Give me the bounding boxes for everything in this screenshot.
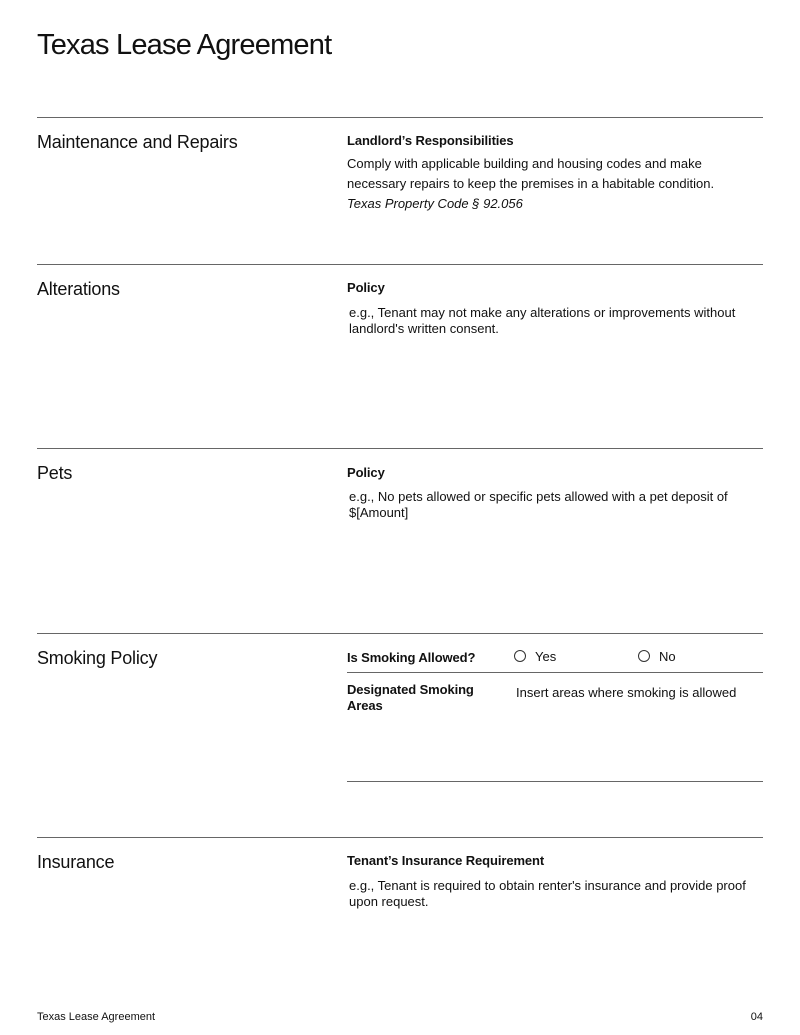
designated-areas-field[interactable]: Insert areas where smoking is allowed bbox=[516, 685, 737, 700]
divider bbox=[37, 633, 763, 634]
alterations-policy-field[interactable]: e.g., Tenant may not make any alterations or improvements without landlord's written consent. bbox=[349, 305, 736, 336]
alterations-policy-label: Policy bbox=[347, 280, 385, 295]
divider bbox=[37, 264, 763, 265]
radio-circle-icon[interactable] bbox=[638, 650, 650, 662]
maintenance-text-line: necessary repairs to keep the premises in a habitable condition. bbox=[347, 176, 715, 191]
divider bbox=[347, 672, 763, 673]
divider bbox=[347, 781, 763, 782]
pets-policy-field[interactable]: e.g., No pets allowed or specific pets allowed with a pet deposit of $[Amount] bbox=[349, 489, 728, 520]
section-title-alterations: Alterations bbox=[37, 279, 120, 299]
divider bbox=[37, 117, 763, 118]
maintenance-text bbox=[347, 154, 747, 214]
designated-areas-label: Designated Smoking Areas bbox=[347, 682, 474, 713]
page-number: 04 bbox=[750, 1011, 763, 1023]
page-title: Texas Lease Agreement bbox=[37, 29, 332, 61]
insurance-requirement-label: Tenant’s Insurance Requirement bbox=[347, 853, 545, 868]
radio-circle-icon[interactable] bbox=[514, 650, 526, 662]
maintenance-text-line: Comply with applicable building and housing codes and make bbox=[347, 156, 702, 171]
radio-no[interactable] bbox=[638, 649, 676, 664]
radio-no-label: No bbox=[659, 649, 676, 664]
landlord-responsibilities-label: Landlord’s Responsibilities bbox=[347, 133, 514, 148]
pets-policy-label: Policy bbox=[347, 465, 385, 480]
divider bbox=[37, 837, 763, 838]
divider bbox=[37, 448, 763, 449]
radio-yes-label: Yes bbox=[535, 649, 557, 664]
citation: Texas Property Code § 92.056 bbox=[347, 196, 523, 211]
footer-title: Texas Lease Agreement bbox=[37, 1011, 156, 1023]
smoking-allowed-question: Is Smoking Allowed? bbox=[347, 650, 476, 665]
section-title-pets: Pets bbox=[37, 463, 73, 483]
section-title-smoking: Smoking Policy bbox=[37, 648, 158, 668]
section-title-insurance: Insurance bbox=[37, 852, 115, 872]
section-title-maintenance: Maintenance and Repairs bbox=[37, 132, 238, 152]
radio-yes[interactable] bbox=[514, 649, 556, 664]
insurance-requirement-field[interactable]: e.g., Tenant is required to obtain renter's insurance and provide proof upon request. bbox=[349, 878, 746, 909]
